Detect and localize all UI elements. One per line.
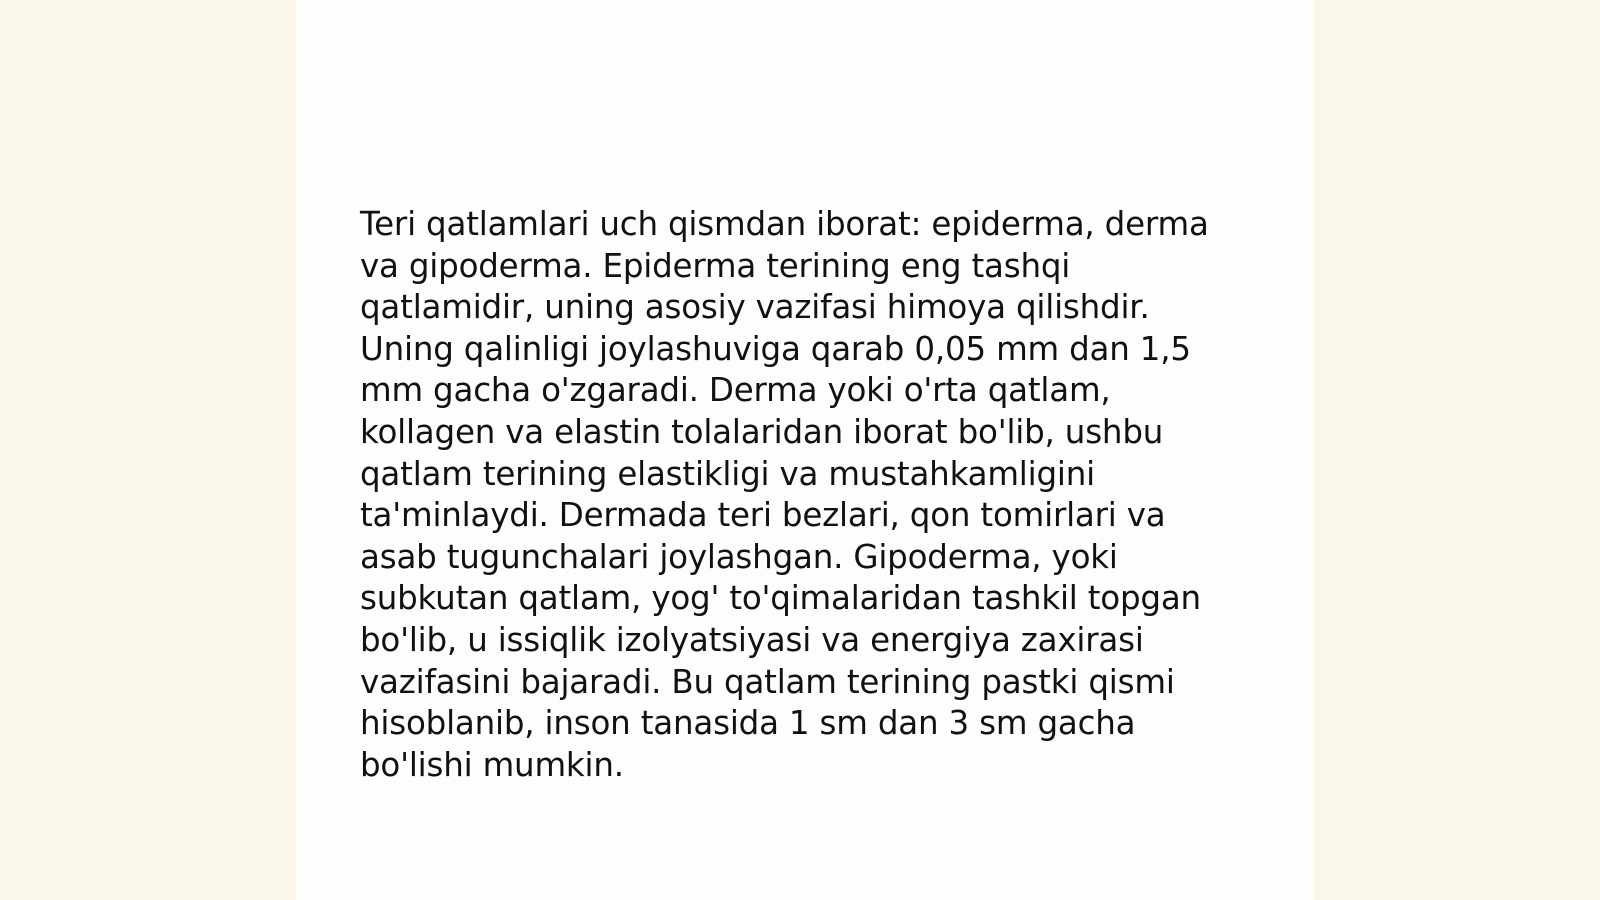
body-text: Teri qatlamlari uch qismdan iborat: epiderma, derma va gipoderma. Epiderma terining eng tashqi qatlamidir, uning asosiy vazifasi himoya qilishdir. Uning qalinligi joylashuviga qarab 0,05 mm dan 1,5 mm gacha o'zgaradi. Derma yoki o'rta qatlam, kollagen va elastin tolalaridan iborat bo'lib, ushbu qatlam terining elastikligi va mustahkamligini ta'minlaydi. Dermada teri bezlari, qon tomirlari va asab tugunchalari joylashgan. Gipoderma, yoki subkutan qatlam, yog' to'qimalaridan tashkil topgan bo'lib, u issiqlik izolyatsiyasi va energiya zaxirasi vazifasini bajaradi. Bu qatlam terining pastki qismi hisoblanib, inson tanasida 1 sm dan 3 sm gacha bo'lishi mumkin. <box>360 205 1209 784</box>
document-page <box>296 0 1314 900</box>
